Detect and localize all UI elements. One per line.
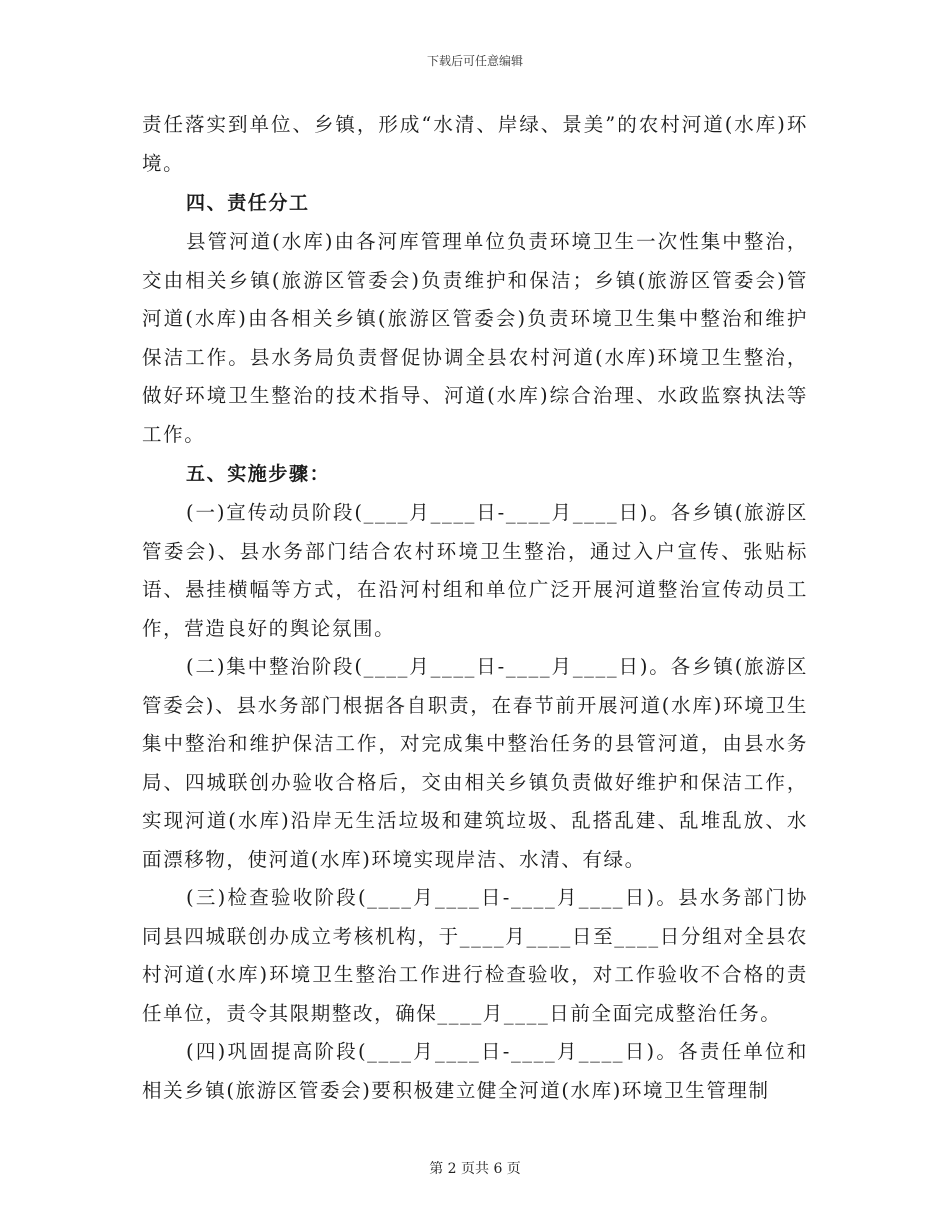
paragraph-step-4: (四)巩固提高阶段(____月____日-____月____日)。各责任单位和相关乡镇(旅游区管委会)要积极建立健全河道(水库)环境卫生管理制	[142, 1040, 808, 1102]
page-footer: 第 2 页共 6 页	[429, 1161, 521, 1177]
page-header: 下载后可任意编辑	[426, 54, 523, 68]
paragraph-step-2: (二)集中整治阶段(____月____日-____月____日)。各乡镇(旅游区管委会)、县水务部门根据各自职责，在春节前开展河道(水库)环境卫生集中整治和维护保洁工作，对完成集中整治任务的县管河道，由县水务局、四城联创办验收合格后，交由相关乡镇负责做好维护和保洁工作，实现河道(水库)沿岸无生活垃圾和建筑垃圾、乱搭乱建、乱堆乱放、水面漂移物，使河道(水库)环境实现岸洁、水清、有绿。	[142, 655, 808, 871]
section-heading-responsibility: 四、责任分工	[186, 192, 310, 214]
paragraph-responsibility: 县管河道(水库)由各河库管理单位负责环境卫生一次性集中整治，交由相关乡镇(旅游区管委会)负责维护和保洁；乡镇(旅游区管委会)管河道(水库)由各相关乡镇(旅游区管委会)负责环境卫生集中整治和维护保洁工作。县水务局负责督促协调全县农村河道(水库)环境卫生整治，做好环境卫生整治的技术指导、河道(水库)综合治理、水政监察执法等工作。	[142, 230, 808, 446]
paragraph-step-1: (一)宣传动员阶段(____月____日-____月____日)。各乡镇(旅游区管委会)、县水务部门结合农村环境卫生整治，通过入户宣传、张贴标语、悬挂横幅等方式，在沿河村组和单位广泛开展河道整治宣传动员工作，营造良好的舆论氛围。	[142, 501, 808, 640]
paragraph-step-3: (三)检查验收阶段(____月____日-____月____日)。县水务部门协同县四城联创办成立考核机构，于____月____日至____日分组对全县农村河道(水库)环境卫生整治工作进行检查验收，对工作验收不合格的责任单位，责令其限期整改，确保____月____日前全面完成整治任务。	[142, 886, 808, 1025]
section-heading-steps: 五、实施步骤：	[186, 463, 331, 485]
paragraph-continuation: 责任落实到单位、乡镇，形成“水清、岸绿、景美”的农村河道(水库)环境。	[142, 113, 808, 175]
document-body	[142, 106, 808, 1110]
